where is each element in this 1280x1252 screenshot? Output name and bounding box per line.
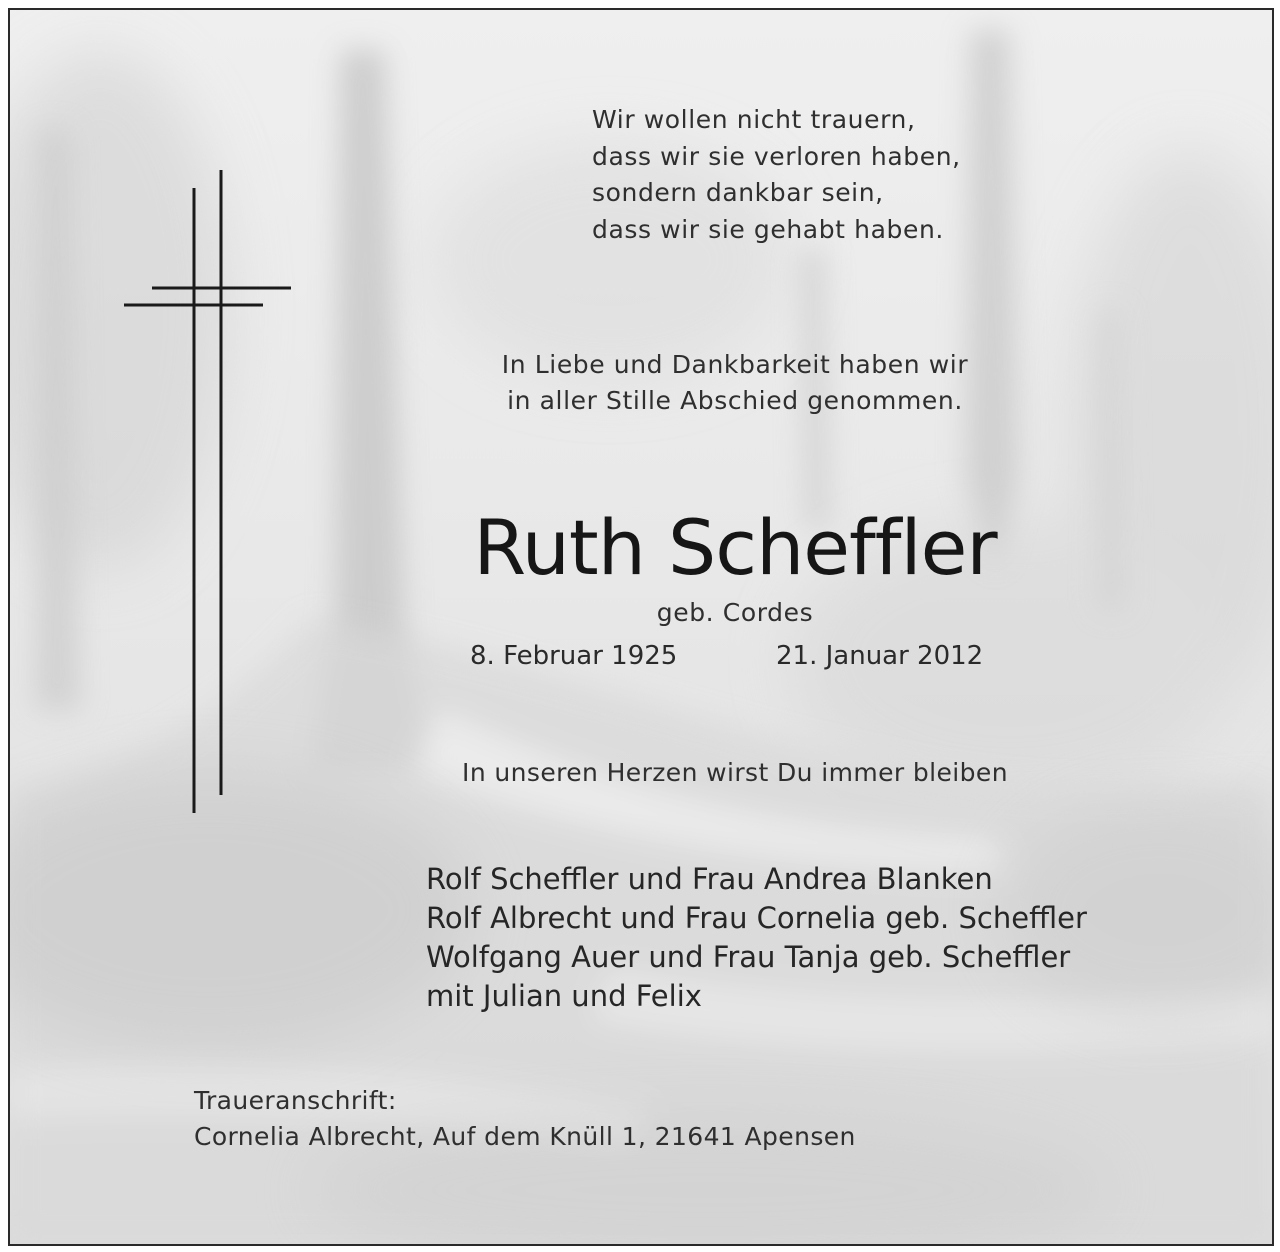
mourning-address-label: Traueranschrift:: [194, 1086, 397, 1115]
death-date: 21. Januar 2012: [776, 641, 984, 671]
mourners-list: [426, 860, 1087, 1016]
mourner-line: Rolf Albrecht und Frau Cornelia geb. Scheffler: [426, 901, 1087, 935]
mourning-address: Cornelia Albrecht, Auf dem Knüll 1, 21641 Apensen: [194, 1122, 856, 1151]
mourner-line: Wolfgang Auer und Frau Tanja geb. Scheffler: [426, 940, 1071, 974]
maiden-name: geb. Cordes: [656, 598, 814, 627]
poem-line: dass wir sie gehabt haben.: [592, 214, 944, 244]
remembrance-line: In unseren Herzen wirst Du immer bleiben: [462, 758, 1008, 787]
obituary-notice: [8, 8, 1274, 1246]
poem-line: Wir wollen nicht trauern,: [592, 105, 916, 134]
mourner-line: Rolf Scheffler und Frau Andrea Blanken: [426, 862, 993, 896]
farewell-line-2: in aller Stille Abschied genommen.: [507, 386, 963, 415]
deceased-name: Ruth Scheffler: [473, 503, 997, 592]
poem-line: dass wir sie verloren haben,: [592, 141, 961, 171]
farewell-line-1: In Liebe und Dankbarkeit haben wir: [501, 350, 969, 379]
poem-verse: [592, 102, 961, 248]
mourner-line: mit Julian und Felix: [426, 979, 702, 1013]
birth-date: 8. Februar 1925: [470, 641, 678, 671]
poem-line: sondern dankbar sein,: [592, 178, 884, 207]
